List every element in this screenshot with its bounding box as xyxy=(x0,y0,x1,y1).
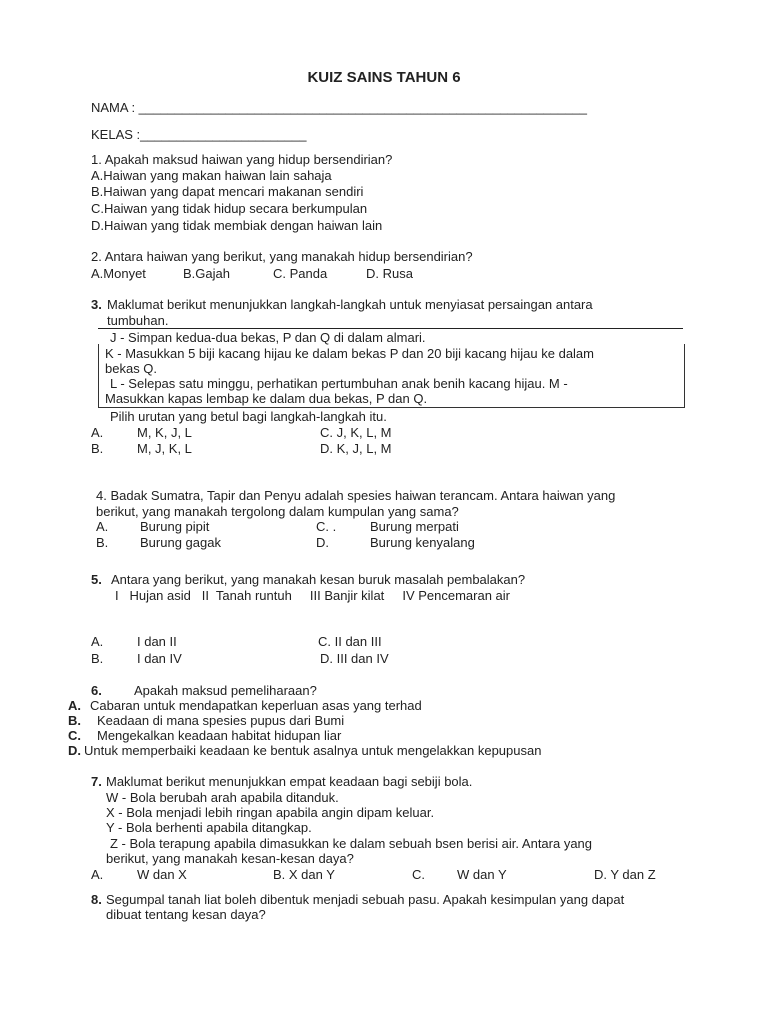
q5-question: Antara yang berikut, yang manakah kesan buruk masalah pembalakan? xyxy=(111,572,526,587)
q3-prompt: Pilih urutan yang betul bagi langkah-langkah itu. xyxy=(110,409,387,424)
q4-option-b-label: B. xyxy=(96,535,109,550)
q7-item-z: Z - Bola terapung apabila dimasukkan ke dalam sebuah bsen berisi air. Antara yang xyxy=(110,836,593,851)
q5-option-d: D. III dan IV xyxy=(320,651,389,666)
q6-option-d-label: D. xyxy=(68,743,81,758)
q6-option-c: Mengekalkan keadaan habitat hidupan liar xyxy=(97,728,342,743)
q6-option-a: Cabaran untuk mendapatkan keperluan asas yang terhad xyxy=(90,698,422,713)
q8-question-line2: dibuat tentang kesan daya? xyxy=(106,907,266,922)
q2-option-a: A.Monyet xyxy=(91,266,146,281)
q4-option-a: Burung pipit xyxy=(140,519,210,534)
q3-step-k: K - Masukkan 5 biji kacang hijau ke dalam bekas P dan 20 biji kacang hijau ke dalam xyxy=(105,346,594,361)
q1-option-c: C.Haiwan yang tidak hidup secara berkumpulan xyxy=(91,201,368,216)
q4-option-d: Burung kenyalang xyxy=(370,535,475,550)
q7-option-b: B. X dan Y xyxy=(273,867,335,882)
q6-option-a-label: A. xyxy=(68,698,81,713)
q1-option-a: A.Haiwan yang makan haiwan lain sahaja xyxy=(91,168,332,183)
q4-option-a-label: A. xyxy=(96,519,109,534)
q4-option-d-label: D. xyxy=(316,535,329,550)
q3-question-line1: Maklumat berikut menunjukkan langkah-langkah untuk menyiasat persaingan antara xyxy=(107,297,593,312)
q2-option-b: B.Gajah xyxy=(183,266,230,281)
q7-option-a-label: A. xyxy=(91,867,104,882)
q3-step-j: J - Simpan kedua-dua bekas, P dan Q di dalam almari. xyxy=(110,330,426,345)
q3-option-b-label: B. xyxy=(91,441,104,456)
q7-option-d: D. Y dan Z xyxy=(594,867,656,882)
q6-option-d: Untuk memperbaiki keadaan ke bentuk asalnya untuk mengelakkan kepupusan xyxy=(84,743,542,758)
q3-step-k-cont: bekas Q. xyxy=(105,361,158,376)
class-field-line: KELAS :_______________________ xyxy=(91,127,307,142)
q5-items: I Hujan asid II Tanah runtuh III Banjir kilat IV Pencemaran air xyxy=(115,588,511,603)
q5-option-c: C. II dan III xyxy=(318,634,382,649)
q3-option-a-label: A. xyxy=(91,425,104,440)
q3-step-l: L - Selepas satu minggu, perhatikan pertumbuhan anak benih kacang hijau. M - xyxy=(110,376,568,391)
q7-item-x: X - Bola menjadi lebih ringan apabila angin dipam keluar. xyxy=(106,805,435,820)
q1-option-b: B.Haiwan yang dapat mencari makanan sendiri xyxy=(91,184,364,199)
q1-option-d: D.Haiwan yang tidak membiak dengan haiwan lain xyxy=(91,218,383,233)
q3-step-m: Masukkan kapas lembap ke dalam dua bekas, P dan Q. xyxy=(105,391,428,406)
q7-item-y: Y - Bola berhenti apabila ditangkap. xyxy=(106,820,312,835)
q7-item-w: W - Bola berubah arah apabila ditanduk. xyxy=(106,790,339,805)
q5-number: 5. xyxy=(91,572,102,587)
q5-option-a-label: A. xyxy=(91,634,104,649)
q6-option-c-label: C. xyxy=(68,728,81,743)
q3-option-c: C. J, K, L, M xyxy=(320,425,392,440)
q5-option-a: I dan II xyxy=(137,634,177,649)
q6-question: Apakah maksud pemeliharaan? xyxy=(134,683,317,698)
q3-option-a: M, K, J, L xyxy=(137,425,192,440)
q4-question-line2: berikut, yang manakah tergolong dalam kumpulan yang sama? xyxy=(96,504,459,519)
q8-question-line1: Segumpal tanah liat boleh dibentuk menjadi sebuah pasu. Apakah kesimpulan yang dapat xyxy=(106,892,625,907)
q4-question-line1: 4. Badak Sumatra, Tapir dan Penyu adalah spesies haiwan terancam. Antara haiwan yang xyxy=(96,488,616,503)
q5-option-b-label: B. xyxy=(91,651,104,666)
q2-question: 2. Antara haiwan yang berikut, yang manakah hidup bersendirian? xyxy=(91,249,473,264)
q5-option-b: I dan IV xyxy=(137,651,182,666)
q8-number: 8. xyxy=(91,892,102,907)
q7-number: 7. xyxy=(91,774,102,789)
q4-option-b: Burung gagak xyxy=(140,535,221,550)
q4-option-c: Burung merpati xyxy=(370,519,459,534)
q4-option-c-label: C. . xyxy=(316,519,337,534)
q7-prompt: berikut, yang manakah kesan-kesan daya? xyxy=(106,851,354,866)
name-field-line: NAMA : ______________________________________________________________ xyxy=(91,100,587,115)
q3-number: 3. xyxy=(91,297,102,312)
q3-option-b: M, J, K, L xyxy=(137,441,192,456)
q3-question-line2: tumbuhan. xyxy=(107,313,169,328)
q3-rule xyxy=(98,328,683,329)
q7-option-c-label: C. xyxy=(412,867,425,882)
q2-option-c: C. Panda xyxy=(273,266,328,281)
q6-number: 6. xyxy=(91,683,102,698)
q7-question: Maklumat berikut menunjukkan empat keadaan bagi sebiji bola. xyxy=(106,774,473,789)
q3-option-d: D. K, J, L, M xyxy=(320,441,392,456)
q1-question: 1. Apakah maksud haiwan yang hidup bersendirian? xyxy=(91,152,393,167)
q7-option-a: W dan X xyxy=(137,867,187,882)
q6-option-b: Keadaan di mana spesies pupus dari Bumi xyxy=(97,713,345,728)
q2-option-d: D. Rusa xyxy=(366,266,413,281)
quiz-title: KUIZ SAINS TAHUN 6 xyxy=(307,69,461,86)
q6-option-b-label: B. xyxy=(68,713,81,728)
q7-option-c: W dan Y xyxy=(457,867,507,882)
